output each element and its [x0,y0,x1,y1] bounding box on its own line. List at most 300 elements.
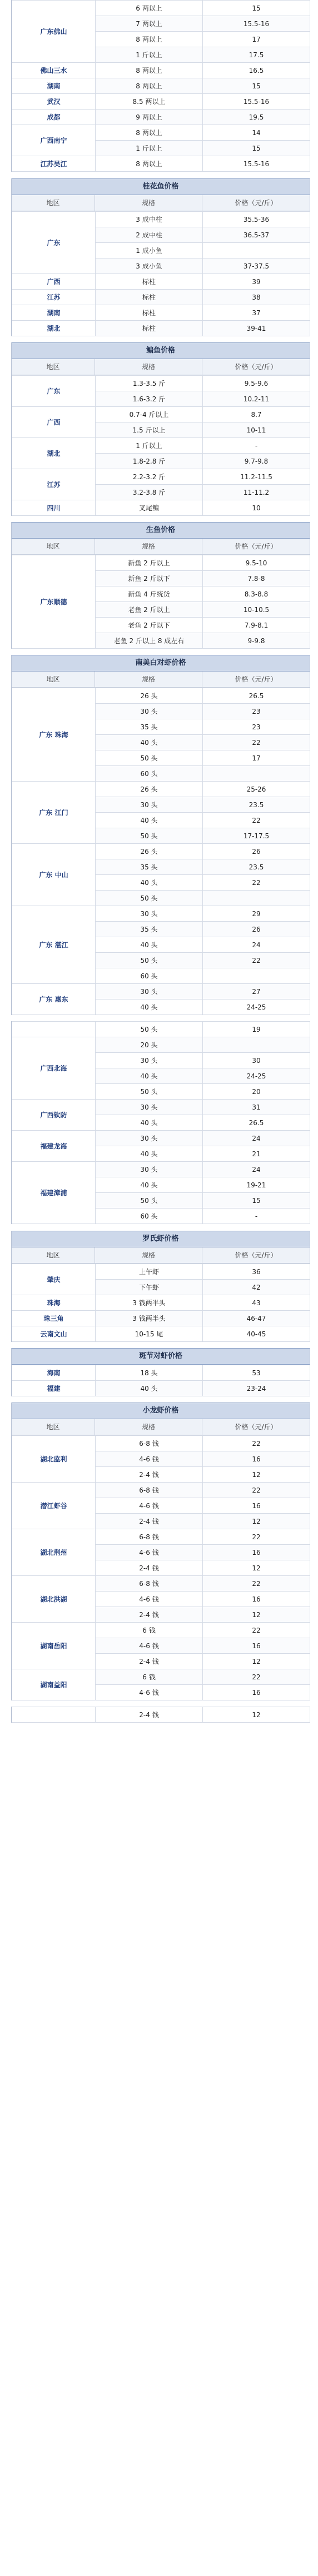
price-cell: 19 [203,1022,310,1037]
spec-cell: 2-4 钱 [96,1707,203,1723]
spec-cell: 3 钱两半头 [96,1295,203,1311]
price-cell: 10-11 [203,422,310,438]
spec-cell: 6 两以上 [96,1,203,16]
spec-cell: 60 头 [96,766,203,782]
region-cell: 武汉 [12,94,96,110]
price-cell: 9.5-10 [203,555,310,571]
price-cell: 42 [203,1280,310,1295]
price-cell: 40-45 [203,1326,310,1342]
spec-cell: 3 成中柱 [96,212,203,227]
spec-cell: 9 两以上 [96,110,203,125]
spec-cell: 老鱼 2 斤以下 [96,618,203,633]
price-cell: 37-37.5 [203,258,310,274]
spec-cell: 35 头 [96,922,203,937]
section-nanmei [11,655,310,1015]
column-header-row [12,1419,310,1435]
region-cell: 广东 [12,376,96,407]
region-cell: 广东 [12,212,96,274]
table-row [12,469,310,485]
spec-cell: 新鱼 2 斤以上 [96,555,203,571]
section-crab [11,0,310,172]
price-table [12,375,310,516]
table-row [12,1037,310,1053]
spec-cell: 老鱼 2 斤以上 [96,602,203,618]
region-cell: 湖南岳阳 [12,1623,96,1669]
region-cell: 江苏 [12,290,96,305]
price-table [12,1435,310,1700]
column-header: 规格 [95,672,202,687]
region-cell: 广东 惠东 [12,984,96,1015]
region-cell: 福建 [12,1381,96,1396]
price-cell: 23 [203,704,310,719]
region-cell: 广西 [12,274,96,290]
spec-cell: 4-6 钱 [96,1638,203,1654]
column-header: 规格 [95,1247,202,1263]
price-table [12,1264,310,1342]
price-cell: 15.5-16 [203,156,310,172]
column-header: 地区 [12,672,95,687]
price-cell: 29 [203,906,310,922]
spec-cell: 4-6 钱 [96,1592,203,1607]
table-row [12,1707,310,1723]
price-table [12,1365,310,1396]
spec-cell: 6-8 钱 [96,1576,203,1592]
price-cell: 9.7-9.8 [203,454,310,469]
section-nanmei2 [11,1021,310,1224]
price-cell: 25-26 [203,782,310,797]
price-cell: 15 [203,141,310,156]
table-row [12,1365,310,1381]
region-cell: 福建龙海 [12,1131,96,1162]
column-header: 规格 [95,359,202,375]
spec-cell: 40 头 [96,875,203,891]
price-cell: 12 [203,1654,310,1669]
price-cell: 10.2-11 [203,391,310,407]
price-cell: 16 [203,1451,310,1467]
spec-cell: 18 头 [96,1365,203,1381]
price-cell: 15 [203,1,310,16]
price-cell: 22 [203,875,310,891]
price-cell: 22 [203,1669,310,1685]
column-header: 价格（元/斤） [235,675,277,683]
region-cell: 四川 [12,500,96,516]
price-cell: 22 [203,1436,310,1451]
table-row [12,94,310,110]
price-cell: 27 [203,984,310,999]
price-cell: 15.5-16 [203,94,310,110]
spec-cell: 新鱼 4 斤统货 [96,586,203,602]
column-header-row [12,539,310,555]
price-cell [203,766,310,782]
spec-cell: 上午虾 [96,1264,203,1280]
region-cell: 湖南益阳 [12,1669,96,1700]
table-row [12,1295,310,1311]
price-cell: 9-9.8 [203,633,310,649]
price-cell [203,243,310,258]
price-cell: 21 [203,1146,310,1162]
spec-cell: 8 两以上 [96,63,203,78]
table-row [12,438,310,454]
table-row [12,1022,310,1037]
spec-cell: 叉尾鳊 [96,500,203,516]
price-cell: 12 [203,1607,310,1623]
price-cell: 43 [203,1295,310,1311]
price-cell: 24-25 [203,1068,310,1084]
price-cell: 15 [203,78,310,94]
spec-cell: 1 斤以上 [96,438,203,454]
region-cell: 江苏 [12,469,96,500]
price-cell: 36.5-37 [203,227,310,243]
price-cell: 15.5-16 [203,16,310,32]
spec-cell: 8.5 两以上 [96,94,203,110]
region-cell: 广西北海 [12,1037,96,1100]
spec-cell: 30 头 [96,984,203,999]
price-cell: 26 [203,844,310,859]
table-row [12,1623,310,1638]
price-cell: 31 [203,1100,310,1115]
spec-cell: 标柱 [96,305,203,321]
section-luoshi [11,1231,310,1342]
price-cell: 39-41 [203,321,310,336]
price-cell: 16.5 [203,63,310,78]
spec-cell: 40 头 [96,999,203,1015]
price-cell: 12 [203,1514,310,1529]
spec-cell: 8 两以上 [96,156,203,172]
spec-cell: 4-6 钱 [96,1685,203,1700]
price-cell: 16 [203,1638,310,1654]
section-title: 桂花鱼价格 [12,178,310,195]
region-cell: 广东顺德 [12,555,96,649]
spec-cell: 30 头 [96,1053,203,1068]
price-cell: 10 [203,500,310,516]
price-cell: 17 [203,32,310,47]
price-table [12,1021,310,1224]
table-row [12,1100,310,1115]
column-header: 规格 [95,1419,202,1435]
spec-cell: 4-6 钱 [96,1498,203,1514]
price-cell: 9.5-9.6 [203,376,310,391]
price-cell [203,1037,310,1053]
spec-cell: 40 头 [96,1115,203,1131]
spec-cell: 1.6-3.2 斤 [96,391,203,407]
table-row [12,1529,310,1545]
region-cell: 湖南 [12,305,96,321]
price-cell: 14 [203,125,310,141]
spec-cell: 3 钱两半头 [96,1311,203,1326]
spec-cell: 50 头 [96,1022,203,1037]
table-row [12,500,310,516]
spec-cell: 30 头 [96,906,203,922]
region-cell: 广西南宁 [12,125,96,156]
table-row [12,376,310,391]
section-xiaolong [11,1403,310,1700]
price-cell: 26.5 [203,1115,310,1131]
price-table [12,211,310,336]
spec-cell: 老鱼 2 斤以上 8 成左右 [96,633,203,649]
table-row [12,1669,310,1685]
region-cell: 湖北洪湖 [12,1576,96,1623]
price-cell: 37 [203,305,310,321]
region-cell: 广西钦防 [12,1100,96,1131]
price-cell: 11-11.2 [203,485,310,500]
table-row [12,1483,310,1498]
section-banjie [11,1348,310,1396]
spec-cell: 50 头 [96,1084,203,1100]
table-row [12,1311,310,1326]
price-cell: 23.5 [203,859,310,875]
price-cell: 15 [203,1193,310,1209]
region-cell: 广东佛山 [12,1,96,63]
spec-cell: 30 头 [96,1162,203,1177]
region-cell: 珠三角 [12,1311,96,1326]
section-title: 斑节对虾价格 [12,1348,310,1365]
price-cell: 7.9-8.1 [203,618,310,633]
price-cell: 11.2-11.5 [203,469,310,485]
spec-cell: 2-4 钱 [96,1607,203,1623]
column-header: 地区 [12,195,95,211]
section-pian [11,342,310,516]
spec-cell: 6-8 钱 [96,1529,203,1545]
spec-cell: 2-4 钱 [96,1467,203,1483]
spec-cell: 3.2-3.8 斤 [96,485,203,500]
spec-cell: 6 钱 [96,1623,203,1638]
section-guihua [11,178,310,336]
spec-cell: 3 成小鱼 [96,258,203,274]
spec-cell: 40 头 [96,1177,203,1193]
section-title: 鳊鱼价格 [12,342,310,359]
table-row [12,78,310,94]
region-cell: 湖北荆州 [12,1529,96,1576]
spec-cell: 50 头 [96,828,203,844]
price-cell: - [203,1209,310,1224]
price-cell: 16 [203,1498,310,1514]
table-row [12,63,310,78]
table-row [12,555,310,571]
price-table [12,688,310,1015]
price-cell: 24 [203,1131,310,1146]
table-row [12,984,310,999]
section-title: 罗氏虾价格 [12,1231,310,1247]
price-cell: 26 [203,922,310,937]
price-cell: 22 [203,1576,310,1592]
region-cell: 佛山三水 [12,63,96,78]
spec-cell: 8 两以上 [96,78,203,94]
column-header: 价格（元/斤） [235,543,277,550]
spec-cell: 2 成中柱 [96,227,203,243]
price-cell: 38 [203,290,310,305]
price-cell: 30 [203,1053,310,1068]
spec-cell: 50 头 [96,953,203,968]
spec-cell: 0.7-4 斤以上 [96,407,203,422]
region-cell [12,1707,96,1723]
spec-cell: 30 头 [96,797,203,813]
table-row [12,1264,310,1280]
spec-cell: 1.3-3.5 斤 [96,376,203,391]
price-table [12,555,310,649]
table-row [12,1576,310,1592]
price-cell: 17 [203,750,310,766]
price-cell: 22 [203,813,310,828]
table-row [12,407,310,422]
spec-cell: 2.2-3.2 斤 [96,469,203,485]
region-cell: 广东 珠海 [12,688,96,782]
price-cell: 22 [203,735,310,750]
region-cell: 肇庆 [12,1264,96,1295]
spec-cell: 2-4 钱 [96,1560,203,1576]
spec-cell: 30 头 [96,1131,203,1146]
region-cell: 潜江虾谷 [12,1483,96,1529]
spec-cell: 标柱 [96,274,203,290]
table-row [12,688,310,704]
spec-cell: 50 头 [96,891,203,906]
region-cell: 云南文山 [12,1326,96,1342]
price-cell [203,891,310,906]
column-header-row [12,672,310,688]
region-cell: 广东 江门 [12,782,96,844]
spec-cell: 4-6 钱 [96,1545,203,1560]
spec-cell: 1 斤以上 [96,47,203,63]
spec-cell: 7 两以上 [96,16,203,32]
price-cell: - [203,438,310,454]
spec-cell: 26 头 [96,782,203,797]
region-cell: 珠海 [12,1295,96,1311]
column-header: 价格（元/斤） [235,199,277,207]
price-cell: 23-24 [203,1381,310,1396]
price-cell: 22 [203,1529,310,1545]
region-cell: 湖南 [12,78,96,94]
spec-cell: 40 头 [96,1068,203,1084]
price-cell: 16 [203,1685,310,1700]
table-row [12,1436,310,1451]
table-row [12,1326,310,1342]
column-header: 地区 [12,359,95,375]
region-cell: 湖北监利 [12,1436,96,1483]
table-row [12,906,310,922]
table-row [12,274,310,290]
spec-cell: 6-8 钱 [96,1436,203,1451]
spec-cell: 20 头 [96,1037,203,1053]
spec-cell: 60 头 [96,1209,203,1224]
spec-cell: 下午虾 [96,1280,203,1295]
table-row [12,782,310,797]
region-cell: 海南 [12,1365,96,1381]
price-cell: 17.5 [203,47,310,63]
table-row [12,156,310,172]
region-cell: 湖北 [12,438,96,469]
section-tail [11,1707,310,1723]
spec-cell: 50 头 [96,1193,203,1209]
column-header-row [12,359,310,375]
spec-cell: 2-4 钱 [96,1654,203,1669]
price-table [12,0,310,172]
spec-cell: 60 头 [96,968,203,984]
price-cell: 16 [203,1545,310,1560]
price-cell: 12 [203,1467,310,1483]
column-header: 规格 [95,195,202,211]
table-row [12,305,310,321]
spec-cell: 2-4 钱 [96,1514,203,1529]
region-cell: 江苏吴江 [12,156,96,172]
price-cell: 16 [203,1592,310,1607]
spec-cell: 1.5 斤以上 [96,422,203,438]
region-cell: 湖北 [12,321,96,336]
column-header: 价格（元/斤） [235,363,277,371]
price-cell: 10-10.5 [203,602,310,618]
spec-cell: 1 斤以上 [96,141,203,156]
column-header: 地区 [12,539,95,554]
price-cell: 24 [203,1162,310,1177]
price-cell: 12 [203,1707,310,1723]
spec-cell: 35 头 [96,719,203,735]
section-title: 小龙虾价格 [12,1403,310,1419]
price-cell: 24 [203,937,310,953]
spec-cell: 8 两以上 [96,125,203,141]
spec-cell: 40 头 [96,813,203,828]
table-row [12,844,310,859]
price-cell: 22 [203,953,310,968]
column-header: 地区 [12,1247,95,1263]
column-header: 规格 [95,539,202,554]
price-cell: 53 [203,1365,310,1381]
price-cell: 19.5 [203,110,310,125]
spec-cell: 35 头 [96,859,203,875]
price-cell: 46-47 [203,1311,310,1326]
region-cell [12,1022,96,1037]
section-title: 生鱼价格 [12,522,310,539]
section-title: 南美白对虾价格 [12,655,310,672]
spec-cell: 6 钱 [96,1669,203,1685]
table-row [12,1162,310,1177]
spec-cell: 40 头 [96,1146,203,1162]
column-header: 价格（元/斤） [235,1423,277,1431]
price-cell: 24-25 [203,999,310,1015]
price-cell: 22 [203,1483,310,1498]
price-cell [203,968,310,984]
spec-cell: 30 头 [96,1100,203,1115]
price-cell: 23.5 [203,797,310,813]
section-sheng [11,522,310,649]
table-row [12,212,310,227]
table-row [12,1,310,16]
spec-cell: 1.8-2.8 斤 [96,454,203,469]
price-cell: 35.5-36 [203,212,310,227]
column-header-row [12,195,310,211]
spec-cell: 26 头 [96,688,203,704]
table-row [12,125,310,141]
table-row [12,1381,310,1396]
table-row [12,110,310,125]
region-cell: 广西 [12,407,96,438]
spec-cell: 10-15 尾 [96,1326,203,1342]
price-cell: 17-17.5 [203,828,310,844]
column-header: 价格（元/斤） [235,1251,277,1259]
spec-cell: 8 两以上 [96,32,203,47]
spec-cell: 4-6 钱 [96,1451,203,1467]
price-table [12,1707,310,1723]
spec-cell: 40 头 [96,937,203,953]
table-row [12,321,310,336]
price-cell: 19-21 [203,1177,310,1193]
price-cell: 36 [203,1264,310,1280]
price-cell: 12 [203,1560,310,1576]
table-row [12,290,310,305]
price-cell: 8.3-8.8 [203,586,310,602]
region-cell: 广东 湛江 [12,906,96,984]
spec-cell: 标柱 [96,321,203,336]
price-cell: 7.8-8 [203,571,310,586]
spec-cell: 40 头 [96,735,203,750]
price-cell: 22 [203,1623,310,1638]
